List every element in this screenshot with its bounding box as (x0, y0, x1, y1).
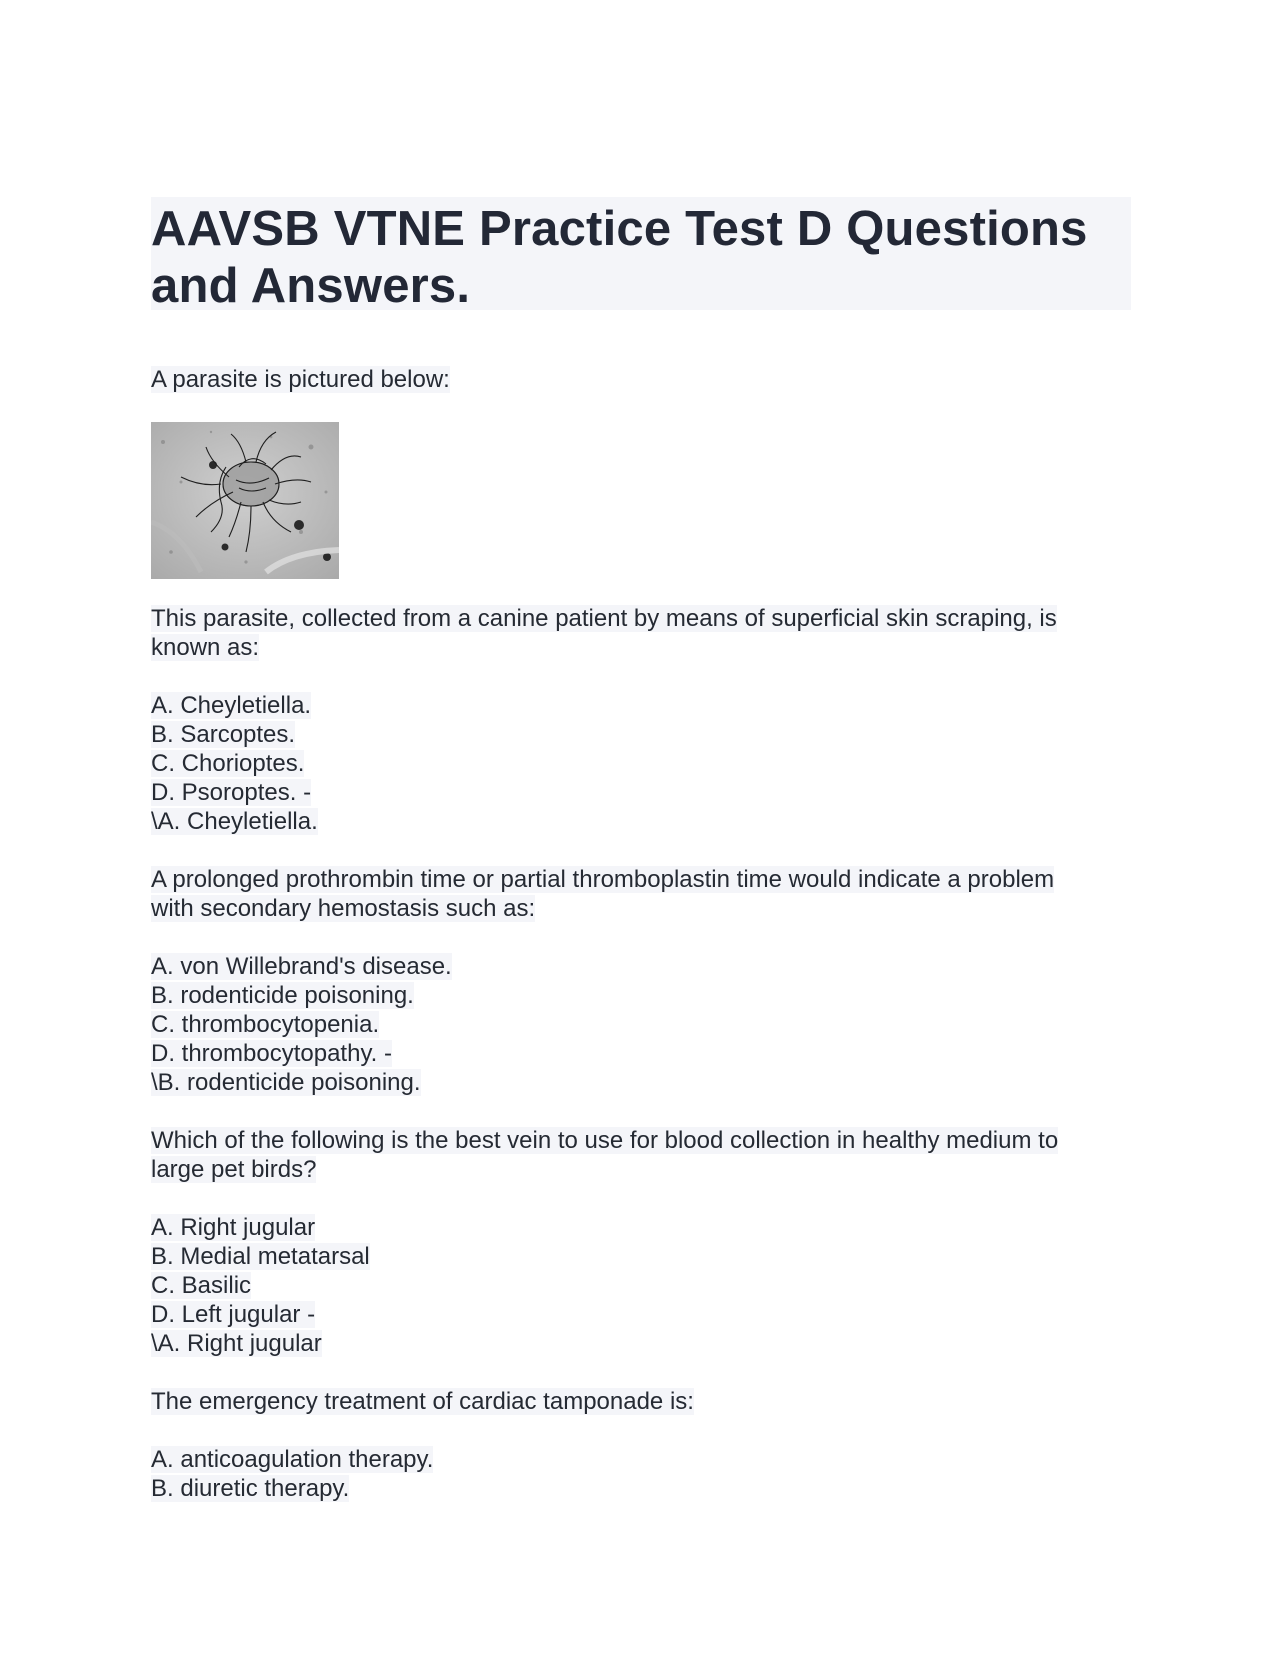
q4-stem-line-1: The emergency treatment of cardiac tamponade is: (151, 1388, 694, 1415)
q1-answer: \A. Cheyletiella. (151, 808, 318, 835)
q1-option-d: D. Psoroptes. - (151, 779, 312, 806)
q2-options (151, 952, 1131, 1097)
title-line-2: and Answers. (151, 259, 471, 313)
q3-stem-line-2: large pet birds? (151, 1156, 317, 1183)
page-title (151, 201, 1131, 315)
q4-option-a: A. anticoagulation therapy. (151, 1446, 434, 1473)
q2-stem-line-2: with secondary hemostasis such as: (151, 895, 536, 922)
q1-prompt-text: A parasite is pictured below: (151, 366, 450, 393)
q3-option-a: A. Right jugular (151, 1214, 316, 1241)
q3-option-c: C. Basilic (151, 1272, 252, 1299)
q3-stem-line-1: Which of the following is the best vein to use for blood collection in healthy medium to (151, 1127, 1059, 1154)
q1-options (151, 691, 1131, 836)
q3-option-d: D. Left jugular - (151, 1301, 316, 1328)
q1-option-a: A. Cheyletiella. (151, 692, 312, 719)
q2-option-c: C. thrombocytopenia. (151, 1011, 380, 1038)
q2-answer: \B. rodenticide poisoning. (151, 1069, 421, 1096)
q2-option-a: A. von Willebrand's disease. (151, 953, 452, 980)
q1-option-b: B. Sarcoptes. (151, 721, 296, 748)
q3-option-b: B. Medial metatarsal (151, 1243, 370, 1270)
q1-stem-line-2: known as: (151, 634, 260, 661)
q4-option-b: B. diuretic therapy. (151, 1475, 350, 1502)
title-block (151, 197, 1131, 313)
q2-stem (151, 865, 1131, 923)
q1-option-c: C. Chorioptes. (151, 750, 305, 777)
parasite-image (151, 422, 339, 579)
q2-stem-line-1: A prolonged prothrombin time or partial thromboplastin time would indicate a problem (151, 866, 1055, 893)
q4-options (151, 1445, 1131, 1503)
document-page (151, 197, 1131, 1503)
q1-stem-line-1: This parasite, collected from a canine patient by means of superficial skin scraping, is (151, 605, 1057, 632)
q4-stem (151, 1387, 1131, 1416)
q1-prompt (151, 365, 1131, 394)
q1-stem (151, 604, 1131, 662)
q2-option-d: D. thrombocytopathy. - (151, 1040, 392, 1067)
q3-options (151, 1213, 1131, 1358)
title-line-1: AAVSB VTNE Practice Test D Questions (151, 202, 1088, 256)
q2-option-b: B. rodenticide poisoning. (151, 982, 414, 1009)
q3-stem (151, 1126, 1131, 1184)
q3-answer: \A. Right jugular (151, 1330, 322, 1357)
